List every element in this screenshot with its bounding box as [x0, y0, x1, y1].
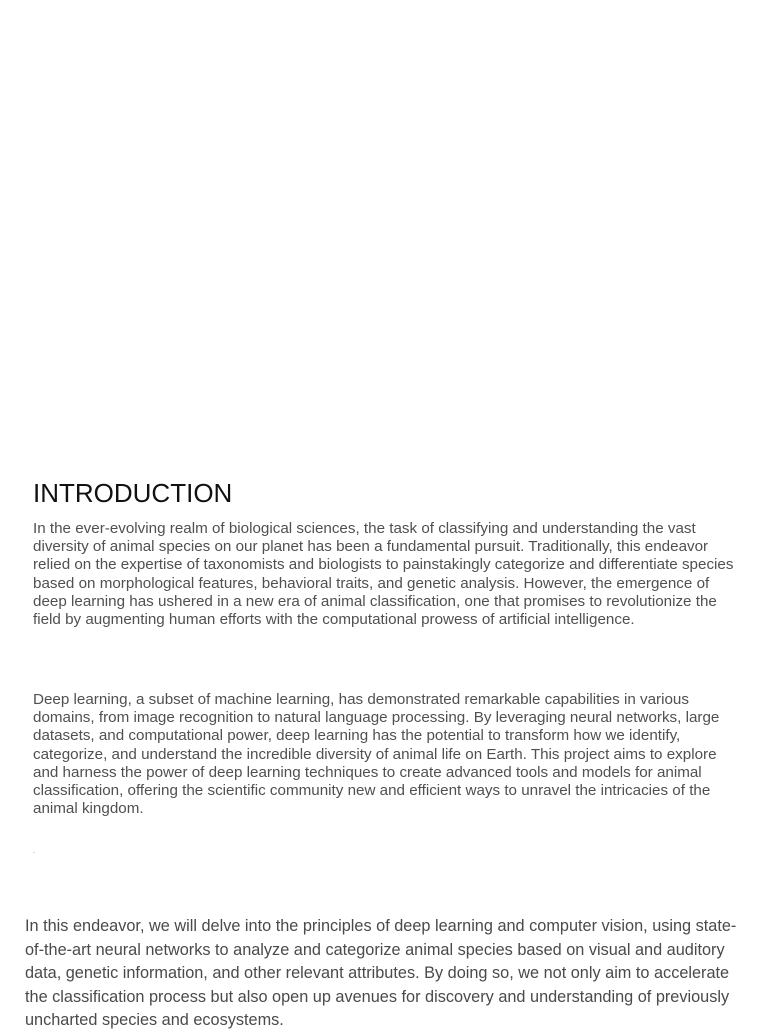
section-heading: INTRODUCTION	[33, 478, 233, 508]
intro-paragraph-3: In this endeavor, we will delve into the principles of deep learning and computer vision, using state-of-the-art neural networks to analyze and categorize animal species based on visual and auditory data, genetic information, and other relevant attributes. By doing so, we not only aim to accelerate the classification process but also open up avenues for discovery and understanding of previously uncharted species and ecosystems.	[25, 917, 737, 1029]
intro-paragraph-2: Deep learning, a subset of machine learning, has demonstrated remarkable capabilities in various domains, from image recognition to natural language processing. By leveraging neural networks, large datasets, and computational power, deep learning has the potential to transform how we identify, categorize, and understand the incredible diversity of animal life on Earth. This project aims to explore and harness the power of deep learning techniques to create advanced tools and models for animal classification, offering the scientific community new and efficient ways to unravel the intricacies of the animal kingdom.	[33, 691, 720, 818]
stray-mark: .	[33, 846, 36, 855]
intro-paragraph-1: In the ever-evolving realm of biological sciences, the task of classifying and understanding the vast diversity of animal species on our planet has been a fundamental pursuit. Traditionally, this endeavor relied on the expertise of taxonomists and biologists to painstakingly categorize and differentiate species based on morphological features, behavioral traits, and genetic analysis. However, the emergence of deep learning has ushered in a new era of animal classification, one that promises to revolutionize the field by augmenting human efforts with the computational prowess of artificial intelligence.	[33, 520, 734, 629]
